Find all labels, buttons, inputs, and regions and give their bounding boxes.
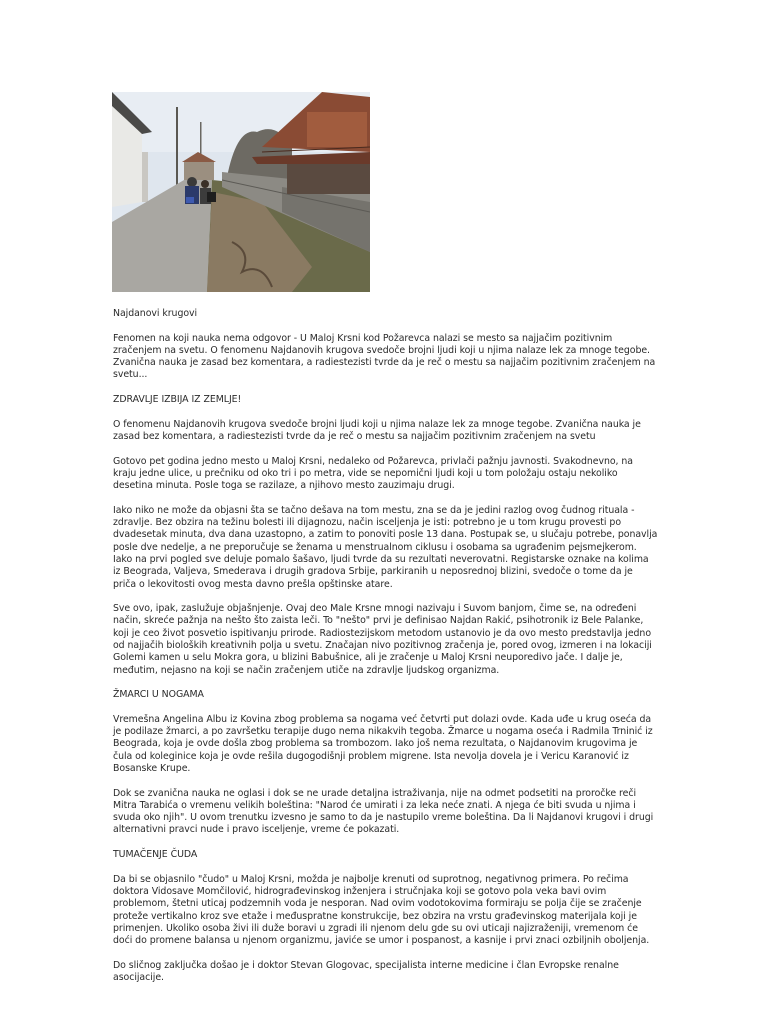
paragraph: Sve ovo, ipak, zaslužuje objašnjenje. Ovaj deo Male Krsne mnogi nazivaju i Suvom banjom, čime se, na određeni način, skreće pažnja na nešto što zaista leči. To "nešto" prvi je definisao Najdan Rakić, psihotronik iz Bele Palanke, koji je ceo život posvetio ispitivanju prirode. Radiostezijskom metodom ustanovio je da ovo mesto predstavlja jedno od najjačih bioloških kreativnih polja u svetu. Značajan nivo pozitivnog zračenja je, pored ovog, izmeren i na lokaciji Golemi kamen u selu Mokra gora, u blizini Babušnice, ali je zračenje u Maloj Krsni neuporedivo jače. I dalje je, međutim, nejasno na koji se način zračenjem utiče na zdravlje ljudskog organizma.: [113, 603, 652, 676]
paragraph: Do sličnog zaključka došao je i doktor Stevan Glogovac, specijalista interne medicine i član Evropske renalne asocijacije.: [113, 959, 619, 984]
article-title: Najdanovi krugovi: [113, 308, 198, 319]
paragraph: Fenomen na koji nauka nema odgovor - U Maloj Krsni kod Požarevca nalazi se mesto sa najjačim pozitivnim zračenjem na svetu. O fenomenu Najdanovih krugova svedoče brojni ljudi koji u njima nalaze lek za mnoge tegobe. Zvanična nauka je zasad bez komentara, a radiestezisti tvrde da je reč o mestu sa najjačim pozitivnim zračenjem na svetu...: [113, 332, 656, 381]
paragraph: O fenomenu Najdanovih krugova svedoče brojni ljudi koji u njima nalaze lek za mnoge tegobe. Zvanična nauka je zasad bez komentara, a radiestezisti tvrde da je reč o mestu sa najjačim pozitivnim zračenjem na svetu: [113, 418, 641, 442]
section-heading: ŽMARCI U NOGAMA: [113, 689, 204, 701]
paragraph: Vremešna Angelina Albu iz Kovina zbog problema sa nogama već četvrti put dolazi ovde. Kada uđe u krug oseća da je podilaze žmarci, a po završetku terapije dugo nema nikakvih tegoba. Žmarce u nogama oseća i Radmila Trninić iz Beograda, koja je ovde došla zbog problema sa trombozom. Iako još nema rezultata, o Najdanovim krugovima je čula od koleginice koja je ovde rešila dugogodišnji problem migrene. Ista nevolja dovela je i Vericu Karanović iz Bosanske Krupe.: [113, 713, 653, 774]
paragraph: Iako niko ne može da objasni šta se tačno dešava na tom mestu, zna se da je jedini razlog ovog čudnog rituala - zdravlje. Bez obzira na težinu bolesti ili dijagnozu, način isceljenja je isti: potrebno je u tom krugu provesti po dvadesetak minuta, dva dana uzastopno, a zatim to ponoviti posle 13 dana. Postupak se, u slučaju potrebe, ponavlja posle dve nedelje, a ne preporučuje se ženama u menstrualnom ciklusu i osobama sa ugrađenim pejsmejkerom. Iako na prvi pogled sve deluje pomalo šašavo, ljudi tvrde da su rezultati neverovatni. Registarske oznake na kolima iz Beograda, Valjeva, Smederava i drugih gradova Srbije, parkiranih u neposrednoj blizini, svedoče o tome da je priča o lekovitosti ovog mesta davno prešla opštinske atare.: [113, 504, 658, 590]
paragraph: Da bi se objasnilo "čudo" u Maloj Krsni, možda je najbolje krenuti od suprotnog, negativnog primera. Po rečima doktora Vidosave Momčilović, hidrograđevinskog inženjera i stručnjaka koji se gotovo pola veka bavi ovim problemom, štetni uticaj podzemnih voda je nesporan. Nad ovim vodotokovima formiraju se polja čije se zračenje proteže vertikalno kroz sve etaže i međuspratne konstrukcije, bez obzira na vrstu građevinskog materijala koji je primenjen. Ukoliko osoba živi ili duže boravi u zgradi ili njenom delu gde su ovi uticaji najizraženiji, vremenom će doći do promene balansa u njenom organizmu, javiće se umor i pospanost, a kasnije i prvi znaci ozbiljnih oboljenja.: [113, 873, 650, 947]
section-heading: ZDRAVLJE IZBIJA IZ ZEMLJE!: [113, 394, 242, 406]
section-heading: TUMAČENJE ČUDA: [113, 849, 198, 861]
article-body: [113, 308, 658, 997]
paragraph: Gotovo pet godina jedno mesto u Maloj Krsni, nedaleko od Požarevca, privlači pažnju javnosti. Svakodnevno, na kraju jedne ulice, u prečniku od oko tri i po metra, vide se nepomični ljudi koji u tom položaju ostaju nekoliko desetina minuta. Posle toga se razilaze, a njihovo mesto zauzimaju drugi.: [113, 455, 633, 492]
paragraph: Dok se zvanična nauka ne oglasi i dok se ne urade detaljna istraživanja, nije na odmet podsetiti na proročke reči Mitra Tarabića o vremenu velikih boleština: "Narod će umirati i za leka neće znati. A njega će biti svuda u njima i svuda oko njih". U ovom trenutku izvesno je samo to da je nastupilo vreme boleština. Da li Najdanovi krugovi i drugi alternativni pravci nude i pravo isceljenje, vreme će pokazati.: [113, 787, 654, 836]
village-street-photo: [112, 92, 370, 292]
article-photo: [112, 92, 370, 292]
